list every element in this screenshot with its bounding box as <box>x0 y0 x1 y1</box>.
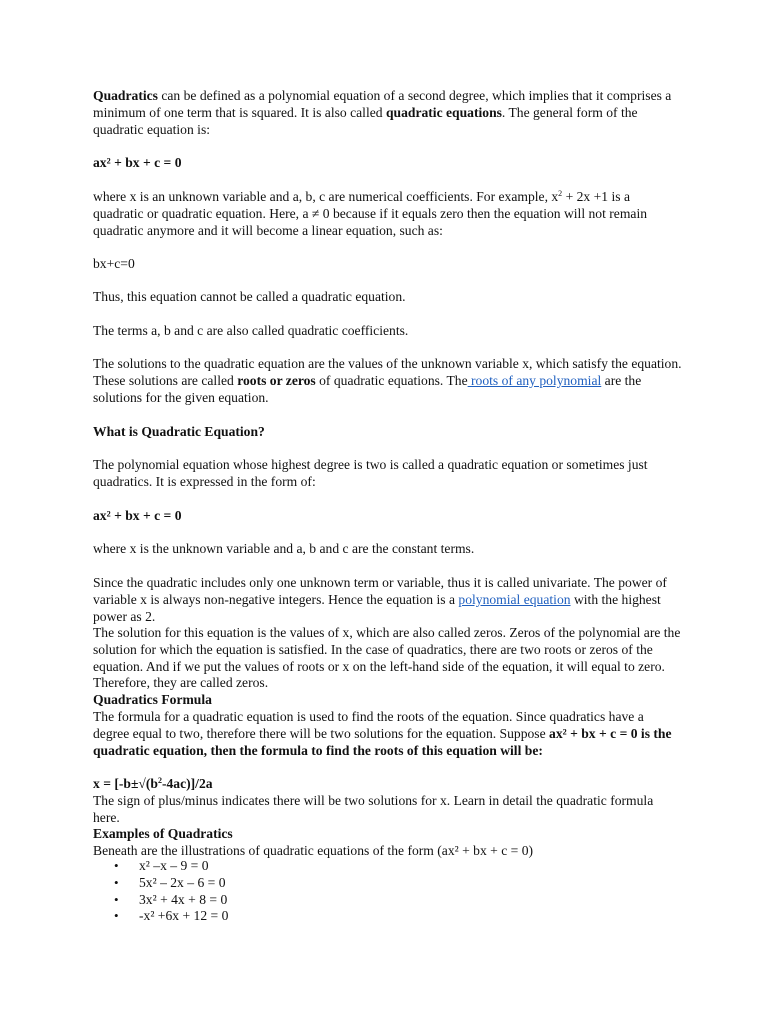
term-roots-or-zeros: roots or zeros <box>237 372 316 388</box>
zeros-paragraph: The solution for this equation is the values of x, which are also called zeros. Zeros of the polynomial are the solution for which the equation is satisfied. In the case of quadratics, there are two roots or zeros of the equation. And if we put the values of roots or x on the left-hand side of the equation, it will equal to zero. Therefore, they are called zeros. <box>93 625 681 691</box>
list-item: • x² –x – 9 = 0 <box>114 858 209 873</box>
polynomial-equation-link[interactable]: polynomial equation <box>458 591 571 607</box>
examples-intro-paragraph: Beneath are the illustrations of quadratic equations of the form (ax² + bx + c = 0) <box>93 843 534 858</box>
solutions-paragraph: The solutions to the quadratic equation are the values of the unknown variable x, which satisfy the equation. These solutions are called roots or zeros of quadratic equations. The roots of any polynomial are the solutions for the given equation. <box>93 356 682 405</box>
constant-terms-paragraph: where x is the unknown variable and a, b and c are the constant terms. <box>93 541 475 556</box>
intro-paragraph: Quadratics can be defined as a polynomial equation of a second degree, which implies that it comprises a minimum of one term that is squared. It is also called quadratic equations. The general form of the quadratic equation is: <box>93 88 672 137</box>
section-heading-formula: Quadratics Formula <box>93 692 212 707</box>
section-heading-what-is: What is Quadratic Equation? <box>93 424 265 439</box>
list-item: • 3x² + 4x + 8 = 0 <box>114 891 228 907</box>
quadratic-formula: $x = [-b\pm√(b^2-4ac)]/2a$ <box>93 776 213 791</box>
general-form-formula: ax² + bx + c = 0 <box>93 155 182 170</box>
plus-minus-paragraph: The sign of plus/minus indicates there will be two solutions for x. Learn in detail the quadratic formula here. <box>93 793 654 825</box>
univariate-paragraph: Since the quadratic includes only one unknown term or variable, thus it is called univariate. The power of variable x is always non-negative integers. Hence the equation is a polynomial equation with the highest power as 2. <box>93 575 667 624</box>
bullet-icon: • <box>114 891 119 907</box>
roots-of-polynomial-link[interactable]: roots of any polynomial <box>467 372 602 388</box>
bullet-icon: • <box>114 874 119 890</box>
variable-explanation-paragraph: where x is an unknown variable and a, b, c are numerical coefficients. For example, $x^2 + 2x +1$ is a quadratic or quadratic equation. Here, a ≠ 0 because if it equals zero then the equation will not remain quadratic anymore and it will become a linear equation, such as: <box>93 189 648 238</box>
term-quadratic-equations: quadratic equations <box>385 104 502 120</box>
linear-equation: bx+c=0 <box>93 256 135 271</box>
bullet-icon: • <box>114 858 119 873</box>
list-item: • -x² +6x + 12 = 0 <box>114 908 229 924</box>
examples-list <box>93 858 228 925</box>
coefficients-paragraph: The terms a, b and c are also called quadratic coefficients. <box>93 323 409 338</box>
bullet-icon: • <box>114 908 119 924</box>
standard-form-formula: ax² + bx + c = 0 <box>93 508 182 523</box>
term-quadratics: Quadratics <box>93 88 158 103</box>
not-quadratic-paragraph: Thus, this equation cannot be called a quadratic equation. <box>93 289 406 304</box>
list-item: • 5x² – 2x – 6 = 0 <box>114 874 226 890</box>
formula-explanation-paragraph: The formula for a quadratic equation is used to find the roots of the equation. Since quadratics have a degree equal to two, therefore there will be two solutions for the equation. Suppose ax² + bx + c = 0 is the quadratic equation, then the formula to find the roots of this equation will be: <box>93 709 672 758</box>
section-heading-examples: Examples of Quadratics <box>93 826 233 841</box>
definition-paragraph: The polynomial equation whose highest degree is two is called a quadratic equation or sometimes just quadratics. It is expressed in the form of: <box>93 457 648 489</box>
